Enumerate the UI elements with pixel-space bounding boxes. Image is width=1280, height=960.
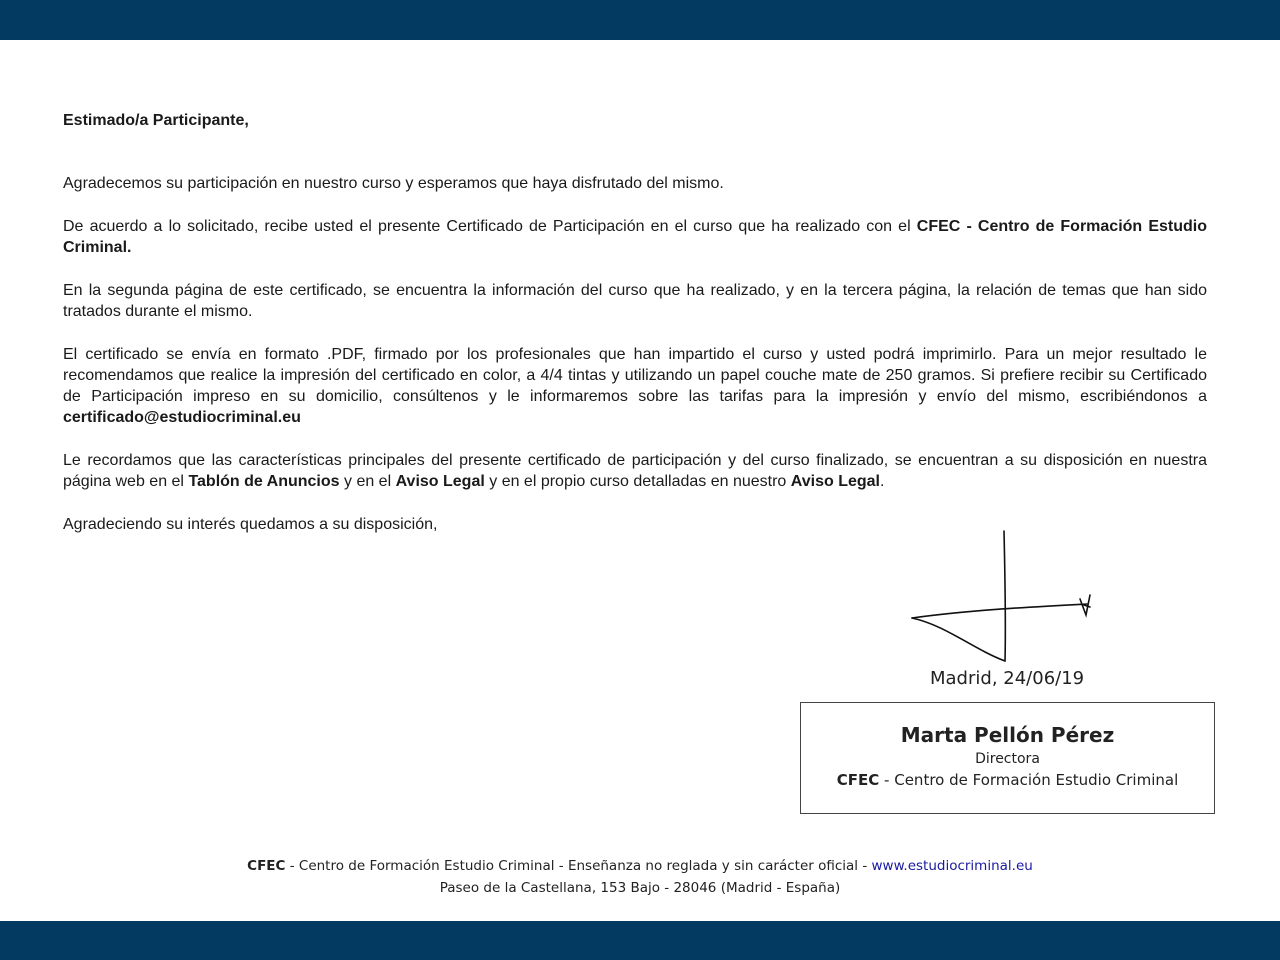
signatory-org	[801, 771, 1214, 789]
letter-body	[63, 110, 1207, 557]
text: Le recordamos que las características principales del presente certificado de participación y del curso finalizado, se encuentran a su disposición en nuestra página web en el	[63, 452, 1207, 490]
signatory-role: Directora	[975, 751, 1040, 767]
paragraph-reminder	[63, 450, 1207, 492]
footer-address: Paseo de la Castellana, 153 Bajo - 28046 (Madrid - España)	[439, 880, 841, 896]
footer	[0, 855, 1280, 899]
signatory-box	[800, 702, 1215, 814]
closing: Agradeciendo su interés quedamos a su disposición,	[63, 516, 438, 533]
aviso-legal-link-2[interactable]: Aviso Legal	[790, 473, 880, 490]
paragraph-thanks: Agradecemos su participación en nuestro curso y esperamos que haya disfrutado del mismo.	[63, 175, 724, 192]
paragraph-pages: En la segunda página de este certificado, se encuentra la información del curso que ha realizado, y en la tercera página, la relación de temas que han sido tratados durante el mismo.	[63, 282, 1207, 320]
org-acronym: CFEC	[836, 771, 880, 789]
org-name: - Centro de Formación Estudio Criminal	[879, 771, 1179, 789]
date: 24/06/19	[1003, 668, 1085, 689]
footer-org: CFEC	[247, 858, 286, 874]
text: .	[879, 473, 885, 490]
paragraph-certificate	[63, 216, 1207, 258]
text: y en el	[339, 473, 396, 490]
org-name: CFEC - Centro de Formación Estudio Criminal.	[63, 218, 1207, 256]
signatory-name: Marta Pellón Pérez	[900, 723, 1115, 747]
text: De acuerdo a lo solicitado, recibe usted el presente Certificado de Participación en el curso que ha realizado con el	[63, 218, 917, 235]
website-link[interactable]: www.estudiocriminal.eu	[871, 858, 1033, 874]
text: El certificado se envía en formato .PDF, firmado por los profesionales que han impartido el curso y usted podrá imprimirlo. Para un mejor resultado le recomendamos que realice la impresión del certificado en color, a 4/4 tintas y utilizando un papel couche mate de 250 gramos. Si prefiere recibir su Certificado de Participación impreso en su domicilio, consúltenos y le informaremos sobre las tarifas para la impresión y envío del mismo, escribiéndonos a	[63, 346, 1207, 405]
bottom-banner	[0, 921, 1280, 960]
aviso-legal-link[interactable]: Aviso Legal	[395, 473, 485, 490]
place: Madrid,	[930, 668, 998, 689]
email-link[interactable]: certificado@estudiocriminal.eu	[63, 409, 301, 426]
paragraph-format	[63, 344, 1207, 428]
top-banner	[0, 0, 1280, 40]
tablon-anuncios-link[interactable]: Tablón de Anuncios	[188, 473, 340, 490]
place-date	[930, 668, 1084, 689]
greeting: Estimado/a Participante,	[63, 112, 249, 129]
handwritten-signature	[900, 525, 1100, 670]
footer-line-1	[0, 855, 1280, 877]
footer-text: - Centro de Formación Estudio Criminal - Enseñanza no reglada y sin carácter oficial -	[285, 858, 872, 874]
text: y en el propio curso detalladas en nuestro	[484, 473, 791, 490]
